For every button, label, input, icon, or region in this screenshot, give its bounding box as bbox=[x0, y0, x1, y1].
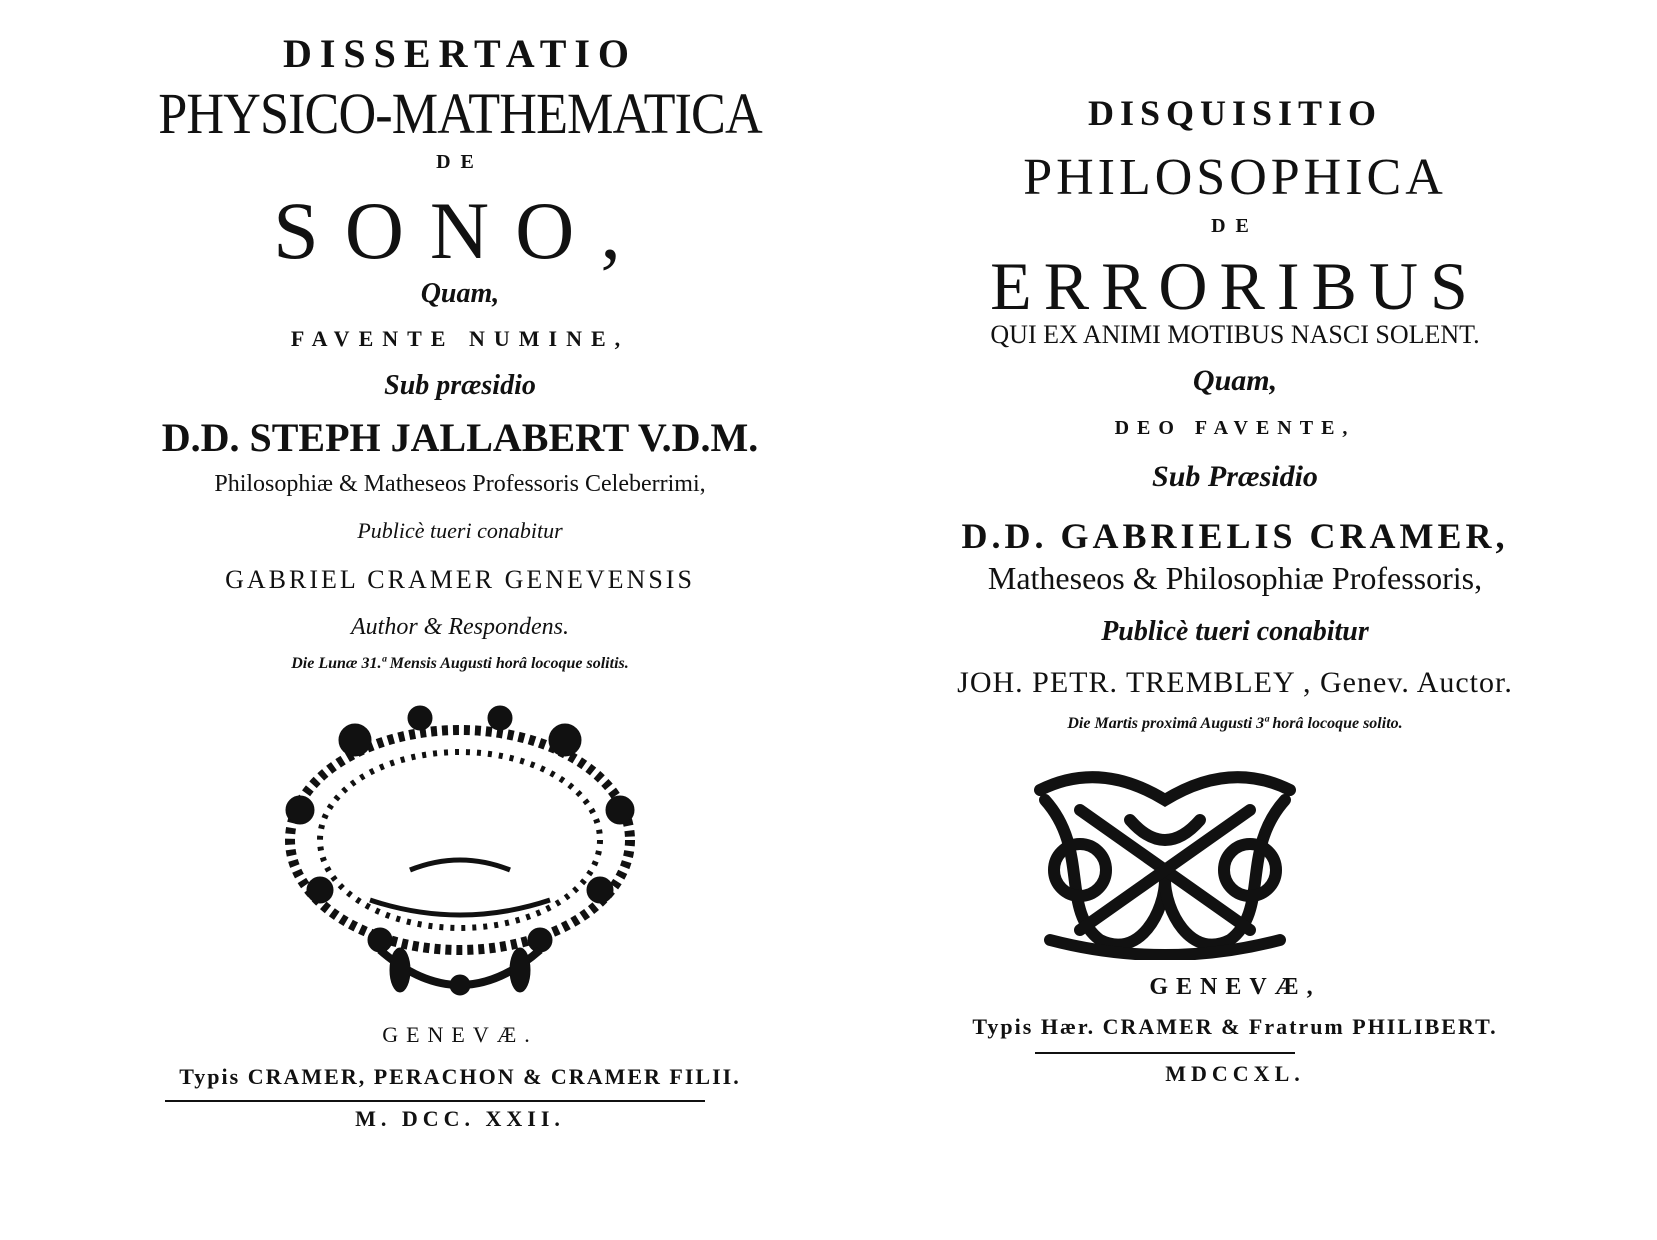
left-de: DE bbox=[436, 151, 484, 173]
right-date-line: Die Martis proximâ Augusti 3ª horâ locoque solito. bbox=[1067, 715, 1403, 732]
left-place: GENEVÆ. bbox=[382, 1022, 538, 1047]
right-rule bbox=[1035, 1052, 1295, 1054]
right-de: DE bbox=[1211, 215, 1259, 237]
left-date: M. DCC. XXII. bbox=[355, 1106, 565, 1131]
right-deo-favente: DEO FAVENTE, bbox=[1114, 417, 1356, 439]
right-date: MDCCXL. bbox=[1165, 1061, 1305, 1086]
right-quam: Quam, bbox=[1192, 364, 1278, 397]
right-praeses: D.D. GABRIELIS CRAMER, bbox=[961, 516, 1509, 556]
left-quam: Quam, bbox=[420, 278, 500, 309]
right-printer: Typis Hær. CRAMER & Fratrum PHILIBERT. bbox=[972, 1014, 1498, 1039]
left-sub-praesidio: Sub præsidio bbox=[384, 370, 536, 401]
right-title-word: DISQUISITIO bbox=[1087, 93, 1383, 133]
left-rule bbox=[165, 1100, 705, 1102]
left-main-title: SONO, bbox=[273, 185, 647, 276]
left-publice: Publicè tueri conabitur bbox=[357, 518, 563, 543]
right-respondent: JOH. PETR. TREMBLEY , Genev. Auctor. bbox=[957, 666, 1513, 699]
floral-vignette-ornament bbox=[260, 700, 660, 1010]
right-place: GENEVÆ, bbox=[1149, 974, 1321, 1000]
right-publice: Publicè tueri conabitur bbox=[1101, 616, 1369, 647]
left-respondent: GABRIEL CRAMER GENEVENSIS bbox=[225, 565, 695, 594]
left-date-line: Die Lunæ 31.ª Mensis Augusti horâ locoque solitis. bbox=[291, 655, 629, 672]
left-author-respondens: Author & Respondens. bbox=[351, 614, 569, 640]
right-sub-praesidio: Sub Præsidio bbox=[1152, 460, 1318, 493]
left-title-word: DISSERTATIO bbox=[282, 31, 638, 76]
right-professor-line: Matheseos & Philosophiæ Professoris, bbox=[987, 560, 1483, 596]
right-subtitle: PHILOSOPHICA bbox=[1023, 149, 1447, 206]
monogram-cartouche-ornament bbox=[1020, 760, 1310, 960]
right-errors-subtitle: QUI EX ANIMI MOTIBUS NASCI SOLENT. bbox=[990, 320, 1480, 349]
left-printer: Typis CRAMER, PERACHON & CRAMER FILII. bbox=[179, 1064, 741, 1089]
right-main-title: ERRORIBUS bbox=[990, 248, 1480, 324]
left-praeses: D.D. STEPH JALLABERT V.D.M. bbox=[161, 415, 759, 460]
left-favente-numine: FAVENTE NUMINE, bbox=[290, 326, 630, 351]
left-subtitle: PHYSICO-MATHEMATICA bbox=[158, 81, 762, 146]
left-professor-line: Philosophiæ & Matheseos Professoris Celeberrimi, bbox=[214, 471, 706, 497]
